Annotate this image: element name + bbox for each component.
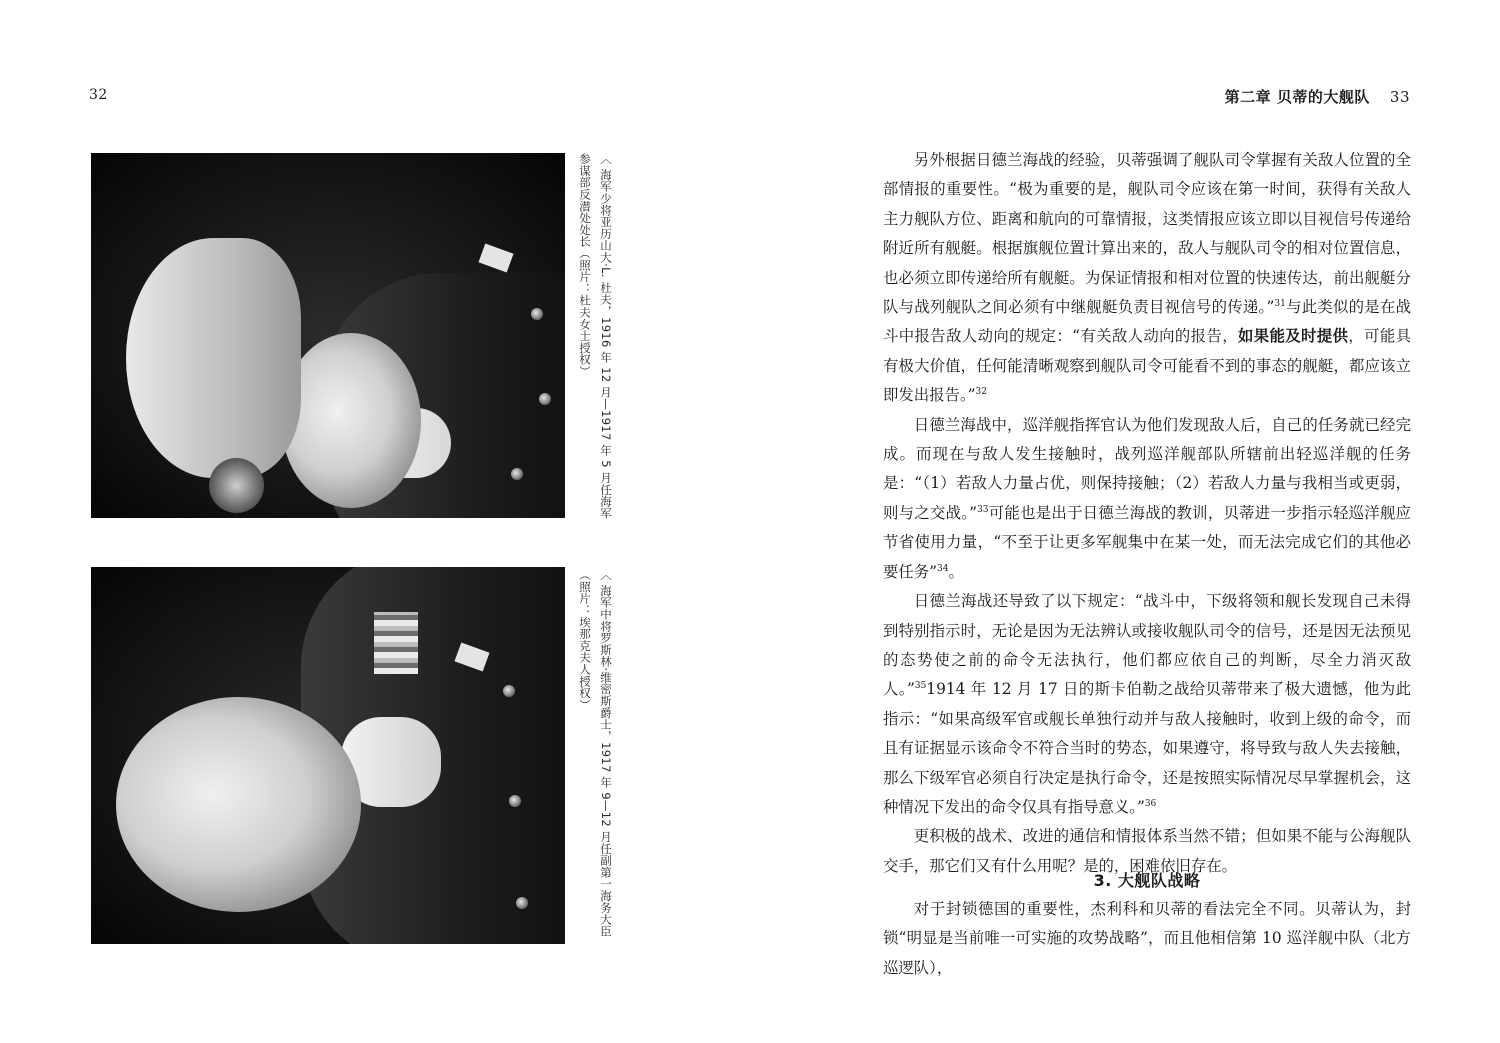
paragraph: 日德兰海战还导致了以下规定：“战斗中，下级将领和舰长发现自己未得到特别指示时，无论是因为无法辨认或接收舰队司令的信号，还是因无法预见的态势使之前的命令无法执行，他们都应依自己的判断，尽全力消灭敌人。”$^{35}$1914 年 12 月 17 日的斯卡伯勒之战给贝蒂带来了极大遗憾，他为此指示：“如果高级军官或舰长单独行动并与敌人接触时，收到上级的命令，而且有证据显示该命令不符合当时的势态，如果遵守，将导致与敌人失去接触，那么下级军官必须自行决定是执行命令，还是按照实际情况尽早掌握机会，这种情况下发出的命令仅具有指导意义。”$^{36}$	[883, 592, 1411, 816]
portrait-figure	[91, 153, 565, 518]
page-number-right: 33	[1389, 88, 1410, 106]
photo-caption-1: 〈 海军少将亚历山大·L. 杜夫，1916 年 12 月—1917 年 5 月任海军参谋部反潜处处长（照片：杜夫女士授权）	[578, 153, 613, 520]
footnote-ref: 35	[914, 681, 927, 692]
paragraph: 对于封锁德国的重要性，杰利科和贝蒂的看法完全不同。贝蒂认为，封锁“明显是当前唯一可实施的攻势战略”，而且他相信第 10 巡洋舰中队（北方巡逻队），	[883, 900, 1411, 977]
paragraph: 更积极的战术、改进的通信和情报体系当然不错；但如果不能与公海舰队交手，那它们又有什么用呢？是的，困难依旧存在。	[883, 827, 1411, 875]
footnote-ref: 32	[975, 387, 987, 398]
page-number-left: 32	[89, 87, 108, 103]
footnote-ref: 31	[1274, 298, 1286, 309]
section-text	[883, 895, 1411, 983]
footnote-ref: 34	[937, 563, 949, 574]
running-head	[1225, 86, 1410, 107]
portrait-figure	[91, 567, 565, 944]
paragraph: 日德兰海战中，巡洋舰指挥官认为他们发现敌人后，自己的任务就已经完成。而现在与敌人发生接触时，战列巡洋舰部队所辖前出轻巡洋舰的任务是：“（1）若敌人力量占优，则保持接触；（2）若敌人力量与我相当或更弱，则与之交战。”$^{33}$可能也是出于日德兰海战的教训，贝蒂进一步指示轻巡洋舰应节省使用力量，“不至于让更多军舰集中在某一处，而无法完成它们的其他必要任务”$^{34}$。	[883, 415, 1411, 581]
section-heading: 3. 大舰队战略	[1093, 871, 1201, 890]
body-text	[883, 146, 1411, 881]
portrait-photo-duff	[91, 153, 565, 518]
portrait-photo-wemyss	[91, 567, 565, 944]
photo-caption-2: 〈 海军中将罗斯林·维密斯爵士，1917 年 9—12 月任副第一海务大臣（照片：埃那克夫人授权）	[578, 569, 613, 938]
footnote-ref: 36	[1144, 798, 1157, 809]
chapter-title: 第二章 贝蒂的大舰队	[1224, 88, 1370, 106]
emphasis: 如果能及时提供	[1237, 327, 1349, 346]
footnote-ref: 33	[977, 504, 989, 515]
paragraph: 另外根据日德兰海战的经验，贝蒂强调了舰队司令掌握有关敌人位置的全部情报的重要性。“极为重要的是，舰队司令应该在第一时间，获得有关敌人主力舰队方位、距离和航向的可靠情报，这类情报应该立即以目视信号传递给附近所有舰艇。根据旗舰位置计算出来的，敌人与舰队司令的相对位置信息，也必须立即传递给所有舰艇。为保证情报和相对位置的快速传达，前出舰艇分队与战列舰队之间必须有中继舰艇负责目视信号的传递。”$^{31}$与此类似的是在战斗中报告敌人动向的规定：“有关敌人动向的报告，如果能及时提供，可能具有极大价值，任何能清晰观察到舰队司令可能看不到的事态的舰艇，都应该立即发出报告。”$^{32}$	[883, 151, 1411, 405]
